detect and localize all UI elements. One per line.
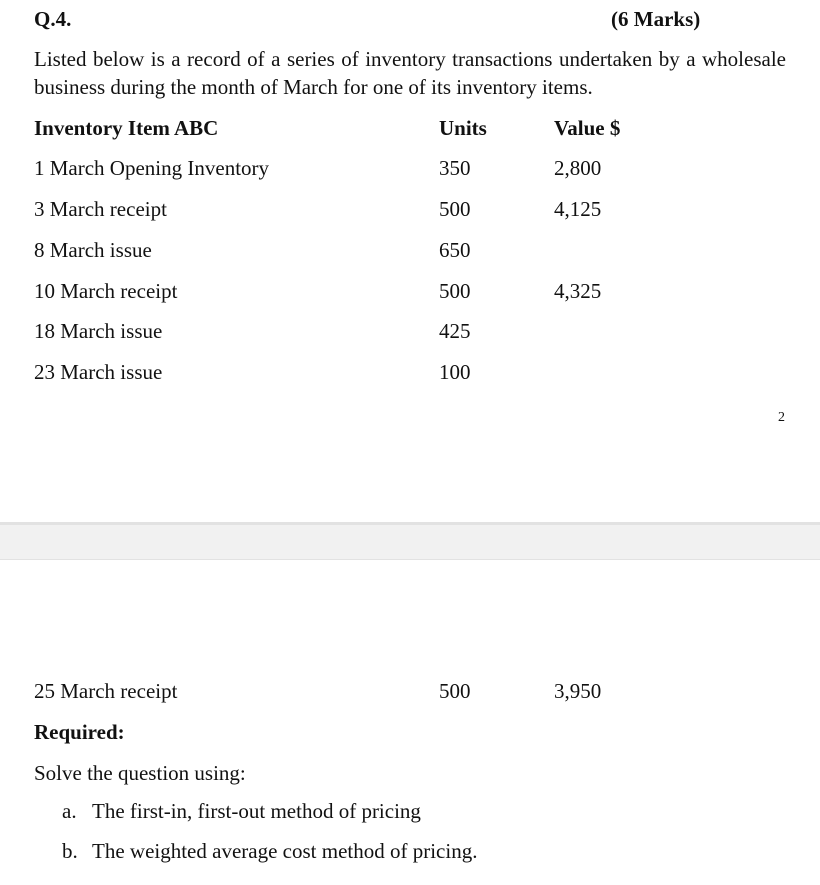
row-label: 1 March Opening Inventory xyxy=(34,156,270,180)
row-value: 4,125 xyxy=(554,197,602,221)
page-2 xyxy=(0,560,820,885)
row-value: 2,800 xyxy=(554,156,602,180)
row-units: 650 xyxy=(439,238,471,262)
row-units: 350 xyxy=(439,156,471,180)
row-units: 500 xyxy=(439,279,471,303)
header-value: Value $ xyxy=(554,116,621,140)
list-marker: b. xyxy=(62,839,78,863)
row-value: 4,325 xyxy=(554,279,602,303)
page-separator xyxy=(0,522,820,560)
header-units: Units xyxy=(439,116,487,140)
list-marker: a. xyxy=(62,799,77,823)
row-label: 25 March receipt xyxy=(34,679,178,703)
row-label: 8 March issue xyxy=(34,238,152,262)
row-label: 3 March receipt xyxy=(34,197,167,221)
required-heading: Required: xyxy=(34,720,125,744)
row-units: 100 xyxy=(439,360,471,384)
row-value: 3,950 xyxy=(554,679,602,703)
list-item: The first-in, first-out method of pricing xyxy=(92,799,421,823)
question-intro: Listed below is a record of a series of inventory transactions undertaken by a wholesale business during the month of March for one of its inventory items. xyxy=(34,47,786,99)
question-number: Q.4. xyxy=(34,7,72,31)
row-units: 425 xyxy=(439,319,471,343)
list-item: The weighted average cost method of pricing. xyxy=(92,839,478,863)
question-marks: (6 Marks) xyxy=(611,7,701,31)
row-units: 500 xyxy=(439,679,471,703)
row-label: 23 March issue xyxy=(34,360,163,384)
header-item: Inventory Item ABC xyxy=(34,116,219,140)
row-label: 10 March receipt xyxy=(34,279,178,303)
row-units: 500 xyxy=(439,197,471,221)
page-number: 2 xyxy=(778,410,785,425)
required-instruction: Solve the question using: xyxy=(34,761,246,785)
row-label: 18 March issue xyxy=(34,319,163,343)
